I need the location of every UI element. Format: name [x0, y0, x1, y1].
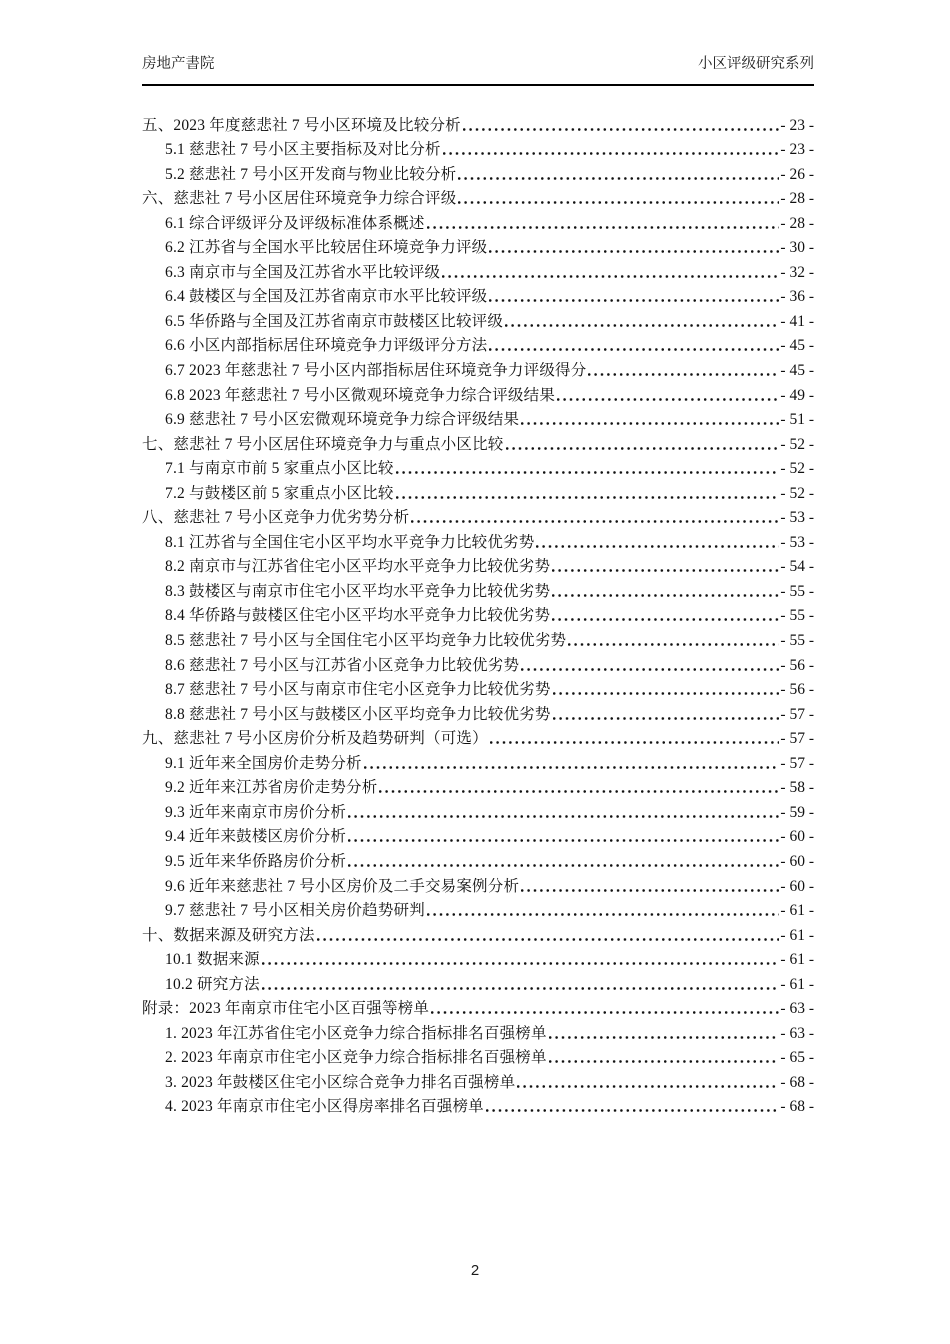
- toc-entry-label: 6.5 华侨路与全国及江苏省南京市鼓楼区比较评级: [165, 312, 504, 330]
- toc-entry-page: - 32 -: [780, 263, 814, 281]
- page-footer: [0, 1262, 950, 1279]
- toc-leader-dots: [568, 643, 779, 646]
- toc-entry-label: 6.6 小区内部指标居住环境竞争力评级评分方法: [165, 337, 488, 355]
- toc-entry[interactable]: [142, 748, 814, 773]
- toc-entry-page: - 54 -: [780, 558, 814, 576]
- toc-entry[interactable]: [142, 159, 814, 184]
- header-right-text: 小区评级研究系列: [698, 56, 814, 72]
- toc-entry[interactable]: [142, 699, 814, 724]
- toc-leader-dots: [427, 226, 780, 229]
- toc-entry[interactable]: [142, 208, 814, 233]
- toc-leader-dots: [364, 766, 780, 769]
- toc-entry-label: 8.5 慈悲社 7 号小区与全国住宅小区平均竞争力比较优劣势: [165, 632, 567, 650]
- toc-entry[interactable]: [142, 355, 814, 380]
- toc-entry-label: 10.1 数据来源: [165, 951, 260, 969]
- toc-entry-label: 9.3 近年来南京市房价分析: [165, 803, 347, 821]
- toc-leader-dots: [506, 447, 780, 450]
- toc-entry[interactable]: [142, 576, 814, 601]
- toc-leader-dots: [411, 520, 779, 523]
- toc-entry[interactable]: [142, 454, 814, 479]
- toc-leader-dots: [458, 177, 779, 180]
- toc-entry-label: 6.2 江苏省与全国水平比较居住环境竞争力评级: [165, 239, 488, 257]
- toc-leader-dots: [517, 1085, 779, 1088]
- toc-entry-label: 七、慈悲社 7 号小区居住环境竞争力与重点小区比较: [142, 435, 504, 453]
- toc-entry[interactable]: [142, 527, 814, 552]
- toc-entry-label: 5.1 慈悲社 7 号小区主要指标及对比分析: [165, 141, 441, 159]
- toc-leader-dots: [396, 471, 780, 474]
- header-divider: [142, 84, 814, 86]
- toc-entry[interactable]: [142, 994, 814, 1019]
- toc-entry-page: - 23 -: [780, 141, 814, 159]
- toc-entry[interactable]: [142, 625, 814, 650]
- toc-entry[interactable]: [142, 846, 814, 871]
- toc-entry-label: 4. 2023 年南京市住宅小区得房率排名百强榜单: [165, 1098, 484, 1116]
- toc-entry[interactable]: [142, 552, 814, 577]
- toc-entry-label: 2. 2023 年南京市住宅小区竞争力综合指标排名百强榜单: [165, 1049, 547, 1067]
- toc-entry-label: 8.8 慈悲社 7 号小区与鼓楼区小区平均竞争力比较优劣势: [165, 705, 551, 723]
- toc-entry-page: - 55 -: [780, 582, 814, 600]
- toc-entry-label: 9.7 慈悲社 7 号小区相关房价趋势研判: [165, 902, 425, 920]
- table-of-contents: [142, 110, 814, 1116]
- toc-entry-page: - 41 -: [780, 312, 814, 330]
- toc-entry[interactable]: [142, 233, 814, 258]
- toc-entry-page: - 52 -: [780, 460, 814, 478]
- toc-leader-dots: [505, 324, 779, 327]
- toc-entry-page: - 68 -: [780, 1098, 814, 1116]
- toc-entry[interactable]: [142, 380, 814, 405]
- toc-entry[interactable]: [142, 1067, 814, 1092]
- toc-entry-page: - 56 -: [780, 656, 814, 674]
- toc-entry-page: - 26 -: [780, 165, 814, 183]
- toc-entry-page: - 28 -: [780, 214, 814, 232]
- toc-entry-page: - 61 -: [780, 902, 814, 920]
- toc-entry-label: 6.3 南京市与全国及江苏省水平比较评级: [165, 263, 441, 281]
- toc-entry[interactable]: [142, 969, 814, 994]
- toc-leader-dots: [552, 569, 779, 572]
- toc-entry-page: - 23 -: [780, 116, 814, 134]
- toc-leader-dots: [486, 1109, 780, 1112]
- toc-entry-label: 6.8 2023 年慈悲社 7 号小区微观环境竞争力综合评级结果: [165, 386, 556, 404]
- toc-entry-label: 附录：2023 年南京市住宅小区百强等榜单: [142, 1000, 430, 1018]
- toc-entry[interactable]: [142, 405, 814, 430]
- toc-entry-page: - 68 -: [780, 1073, 814, 1091]
- toc-leader-dots: [348, 864, 779, 867]
- toc-entry-page: - 56 -: [780, 681, 814, 699]
- toc-entry[interactable]: [142, 184, 814, 209]
- toc-leader-dots: [431, 1011, 779, 1014]
- toc-entry-label: 9.6 近年来慈悲社 7 号小区房价及二手交易案例分析: [165, 877, 520, 895]
- toc-entry[interactable]: [142, 797, 814, 822]
- toc-leader-dots: [549, 1060, 780, 1063]
- footer-page-number: 2: [470, 1262, 480, 1279]
- toc-entry-page: - 57 -: [780, 730, 814, 748]
- toc-leader-dots: [489, 250, 779, 253]
- toc-entry[interactable]: [142, 478, 814, 503]
- toc-leader-dots: [490, 741, 780, 744]
- toc-leader-dots: [549, 1036, 780, 1039]
- toc-leader-dots: [317, 938, 780, 941]
- toc-leader-dots: [521, 668, 779, 671]
- toc-entry-page: - 60 -: [780, 877, 814, 895]
- page-header: [142, 56, 814, 73]
- toc-entry-label: 八、慈悲社 7 号小区竞争力优劣势分析: [142, 509, 410, 527]
- toc-entry-page: - 53 -: [780, 509, 814, 527]
- toc-entry-label: 8.7 慈悲社 7 号小区与南京市住宅小区竞争力比较优劣势: [165, 681, 551, 699]
- toc-entry[interactable]: [142, 257, 814, 282]
- toc-entry-page: - 61 -: [780, 926, 814, 944]
- toc-entry-label: 7.2 与鼓楼区前 5 家重点小区比较: [165, 484, 394, 502]
- toc-leader-dots: [427, 913, 779, 916]
- toc-leader-dots: [348, 839, 779, 842]
- toc-entry-page: - 63 -: [780, 1000, 814, 1018]
- toc-leader-dots: [553, 717, 780, 720]
- toc-entry[interactable]: [142, 429, 814, 454]
- toc-entry-label: 8.1 江苏省与全国住宅小区平均水平竞争力比较优劣势: [165, 533, 535, 551]
- toc-entry-label: 8.2 南京市与江苏省住宅小区平均水平竞争力比较优劣势: [165, 558, 551, 576]
- toc-leader-dots: [588, 373, 779, 376]
- toc-entry-page: - 36 -: [780, 288, 814, 306]
- toc-entry-page: - 45 -: [780, 337, 814, 355]
- toc-entry-label: 8.4 华侨路与鼓楼区住宅小区平均水平竞争力比较优劣势: [165, 607, 551, 625]
- toc-entry[interactable]: [142, 1018, 814, 1043]
- toc-entry-label: 5.2 慈悲社 7 号小区开发商与物业比较分析: [165, 165, 457, 183]
- toc-entry-label: 6.1 综合评级评分及评级标准体系概述: [165, 214, 425, 232]
- toc-entry-page: - 58 -: [780, 779, 814, 797]
- header-left-text: 房地产書院: [142, 56, 215, 72]
- toc-entry-label: 8.3 鼓楼区与南京市住宅小区平均水平竞争力比较优劣势: [165, 582, 551, 600]
- toc-leader-dots: [552, 618, 779, 621]
- toc-leader-dots: [552, 594, 779, 597]
- toc-entry-page: - 57 -: [780, 754, 814, 772]
- toc-leader-dots: [262, 987, 780, 990]
- toc-entry-page: - 57 -: [780, 705, 814, 723]
- toc-entry-page: - 59 -: [780, 803, 814, 821]
- toc-entry-label: 6.9 慈悲社 7 号小区宏微观环境竞争力综合评级结果: [165, 411, 520, 429]
- toc-entry-label: 3. 2023 年鼓楼区住宅小区综合竞争力排名百强榜单: [165, 1073, 516, 1091]
- toc-entry-label: 五、2023 年度慈悲社 7 号小区环境及比较分析: [142, 116, 461, 134]
- toc-entry[interactable]: [142, 650, 814, 675]
- toc-entry-page: - 61 -: [780, 951, 814, 969]
- toc-leader-dots: [521, 889, 779, 892]
- toc-entry-label: 7.1 与南京市前 5 家重点小区比较: [165, 460, 394, 478]
- toc-entry-page: - 30 -: [780, 239, 814, 257]
- toc-entry-label: 6.4 鼓楼区与全国及江苏省南京市水平比较评级: [165, 288, 488, 306]
- toc-entry[interactable]: [142, 773, 814, 798]
- toc-entry-label: 8.6 慈悲社 7 号小区与江苏省小区竞争力比较优劣势: [165, 656, 520, 674]
- toc-entry-page: - 55 -: [780, 607, 814, 625]
- toc-entry-page: - 52 -: [780, 435, 814, 453]
- toc-entry-label: 9.4 近年来鼓楼区房价分析: [165, 828, 347, 846]
- toc-entry-label: 六、慈悲社 7 号小区居住环境竞争力综合评级: [142, 190, 457, 208]
- toc-entry-page: - 60 -: [780, 828, 814, 846]
- toc-entry-page: - 49 -: [780, 386, 814, 404]
- toc-entry[interactable]: [142, 331, 814, 356]
- toc-leader-dots: [379, 790, 779, 793]
- toc-entry-page: - 60 -: [780, 852, 814, 870]
- toc-entry-label: 6.7 2023 年慈悲社 7 号小区内部指标居住环境竞争力评级得分: [165, 362, 587, 380]
- toc-entry[interactable]: [142, 1092, 814, 1117]
- toc-entry[interactable]: [142, 503, 814, 528]
- toc-entry[interactable]: [142, 920, 814, 945]
- toc-entry-page: - 28 -: [780, 190, 814, 208]
- toc-entry[interactable]: [142, 601, 814, 626]
- toc-entry-page: - 65 -: [780, 1049, 814, 1067]
- toc-entry-label: 1. 2023 年江苏省住宅小区竞争力综合指标排名百强榜单: [165, 1024, 547, 1042]
- toc-entry-page: - 63 -: [780, 1024, 814, 1042]
- toc-entry[interactable]: [142, 110, 814, 135]
- toc-entry-label: 9.1 近年来全国房价走势分析: [165, 754, 362, 772]
- toc-entry[interactable]: [142, 822, 814, 847]
- toc-entry-label: 十、数据来源及研究方法: [142, 926, 315, 944]
- toc-leader-dots: [489, 299, 779, 302]
- toc-leader-dots: [521, 422, 779, 425]
- toc-entry[interactable]: [142, 306, 814, 331]
- toc-leader-dots: [348, 815, 779, 818]
- toc-entry-page: - 51 -: [780, 411, 814, 429]
- toc-entry[interactable]: [142, 896, 814, 921]
- toc-leader-dots: [458, 201, 779, 204]
- toc-entry-label: 10.2 研究方法: [165, 975, 260, 993]
- toc-entry-page: - 45 -: [780, 362, 814, 380]
- toc-entry-label: 9.2 近年来江苏省房价走势分析: [165, 779, 378, 797]
- toc-entry-page: - 55 -: [780, 632, 814, 650]
- toc-entry[interactable]: [142, 1043, 814, 1068]
- toc-leader-dots: [262, 962, 780, 965]
- toc-leader-dots: [557, 398, 779, 401]
- toc-entry[interactable]: [142, 675, 814, 700]
- toc-leader-dots: [489, 348, 779, 351]
- toc-entry[interactable]: [142, 135, 814, 160]
- toc-entry-label: 九、慈悲社 7 号小区房价分析及趋势研判（可选）: [142, 730, 488, 748]
- toc-leader-dots: [442, 275, 779, 278]
- toc-leader-dots: [536, 545, 779, 548]
- toc-entry[interactable]: [142, 871, 814, 896]
- toc-entry-label: 9.5 近年来华侨路房价分析: [165, 852, 347, 870]
- toc-entry-page: - 61 -: [780, 975, 814, 993]
- toc-leader-dots: [443, 152, 780, 155]
- toc-entry[interactable]: [142, 724, 814, 749]
- toc-entry-page: - 53 -: [780, 533, 814, 551]
- toc-entry-page: - 52 -: [780, 484, 814, 502]
- toc-entry[interactable]: [142, 945, 814, 970]
- toc-entry[interactable]: [142, 282, 814, 307]
- toc-leader-dots: [396, 496, 780, 499]
- toc-leader-dots: [553, 692, 780, 695]
- toc-leader-dots: [463, 128, 780, 131]
